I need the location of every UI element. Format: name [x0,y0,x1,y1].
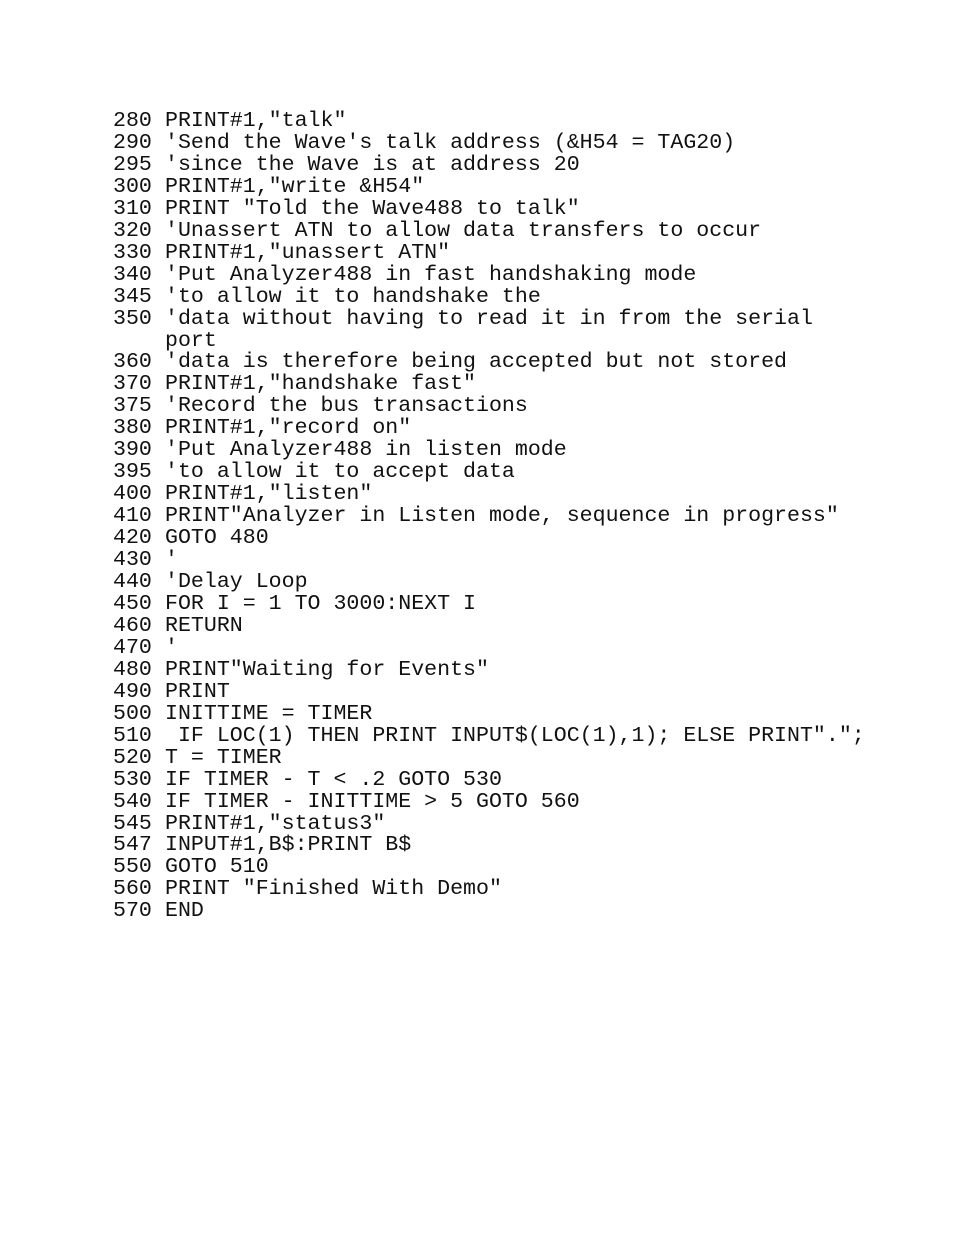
line-number: 300 [113,174,152,199]
line-code: PRINT#1,"talk" [165,109,347,133]
code-line [113,374,865,396]
line-code: PRINT [165,679,230,704]
code-line [113,218,865,243]
line-code: 'Unassert ATN to allow data transfers to occur [165,218,762,243]
line-number: 295 [113,152,152,177]
line-code: T = TIMER [165,745,282,770]
line-code: GOTO 480 [165,526,269,551]
line-number: 320 [113,218,152,243]
code-line [113,635,865,660]
line-code: 'to allow it to accept data [165,460,515,485]
line-code: 'to allow it to handshake the [165,284,541,309]
line-code: 'since the Wave is at address 20 [165,152,580,177]
line-number: 490 [113,679,152,704]
line-code: GOTO 510 [165,855,269,880]
line-number: 470 [113,635,152,660]
line-code: PRINT#1,"write &H54" [165,174,425,199]
code-line [113,550,865,572]
code-line [113,701,865,726]
line-number: 350 [113,306,152,331]
line-number: 520 [113,745,152,770]
line-code: PRINT#1,"record on" [165,416,412,441]
line-code: IF TIMER - INITTIME > 5 GOTO 560 [165,789,580,814]
line-number: 390 [113,438,152,463]
code-line [113,196,865,221]
line-number: 430 [113,548,152,573]
line-code: ' [165,635,178,660]
code-line [113,130,865,155]
code-line [113,811,865,836]
code-line [113,352,865,374]
code-line [113,879,865,901]
line-number: 380 [113,416,152,441]
code-line [113,262,865,287]
line-code: ' [165,548,178,573]
code-line [113,723,865,748]
code-line [113,462,865,484]
line-code: PRINT "Told the Wave488 to talk" [165,196,580,221]
code-line [113,284,865,309]
line-code: port [165,328,217,353]
line-code: PRINT "Finished With Demo" [165,877,502,902]
line-code: PRINT"Analyzer in Listen mode, sequence in progress" [165,504,839,529]
line-code: PRINT#1,"handshake fast" [165,372,477,397]
line-number: 340 [113,262,152,287]
line-number: 345 [113,284,152,309]
line-code: PRINT#1,"listen" [165,482,373,507]
line-code: RETURN [165,613,243,638]
code-line [113,484,865,506]
line-code: 'Put Analyzer488 in listen mode [165,438,567,463]
line-number: 480 [113,657,152,682]
line-number: 280 [113,109,152,133]
code-line [113,396,865,418]
line-number: 420 [113,526,152,551]
code-line [113,111,865,133]
code-line [113,679,865,704]
code-line [113,306,865,331]
code-line [113,789,865,814]
line-number [113,331,165,353]
line-number: 560 [113,877,152,902]
code-line [113,328,865,353]
code-line [113,506,865,528]
line-code: 'Record the bus transactions [165,394,528,419]
basic-code-listing [113,111,865,923]
line-code: INPUT#1,B$:PRINT B$ [165,833,412,858]
line-code: END [165,899,204,924]
line-number: 410 [113,504,152,529]
line-number: 400 [113,482,152,507]
line-number: 545 [113,811,152,836]
line-code: IF TIMER - T < .2 GOTO 530 [165,767,502,792]
code-line [113,591,865,616]
line-code: 'Delay Loop [165,570,308,595]
code-line [113,528,865,550]
code-line [113,901,865,923]
code-line [113,240,865,265]
line-number: 310 [113,196,152,221]
line-code: 'data is therefore being accepted but not stored [165,350,788,375]
line-number: 547 [113,833,152,858]
code-line [113,613,865,638]
code-line [113,174,865,199]
line-number: 530 [113,767,152,792]
line-code: 'Send the Wave's talk address (&H54 = TAG20) [165,130,736,155]
line-code: PRINT#1,"unassert ATN" [165,240,451,265]
code-line [113,745,865,770]
line-number: 440 [113,570,152,595]
line-number: 395 [113,460,152,485]
line-number: 330 [113,240,152,265]
line-number: 290 [113,130,152,155]
code-line [113,440,865,462]
code-line [113,657,865,682]
line-number: 510 [113,723,152,748]
code-line [113,152,865,177]
line-number: 550 [113,855,152,880]
line-number: 460 [113,613,152,638]
line-number: 375 [113,394,152,419]
line-number: 370 [113,372,152,397]
line-number: 360 [113,350,152,375]
line-number: 540 [113,789,152,814]
line-code: PRINT"Waiting for Events" [165,657,489,682]
code-line [113,767,865,792]
code-line [113,857,865,879]
line-number: 450 [113,591,152,616]
code-line [113,572,865,594]
line-number: 570 [113,899,152,924]
line-code: FOR I = 1 TO 3000:NEXT I [165,591,477,616]
line-code: 'Put Analyzer488 in fast handshaking mode [165,262,697,287]
code-line [113,835,865,857]
line-code: PRINT#1,"status3" [165,811,386,836]
line-code: IF LOC(1) THEN PRINT INPUT$(LOC(1),1); ELSE PRINT"."; [165,723,865,748]
line-code: INITTIME = TIMER [165,701,373,726]
line-code: 'data without having to read it in from the serial [165,306,813,331]
code-line [113,418,865,440]
line-number: 500 [113,701,152,726]
